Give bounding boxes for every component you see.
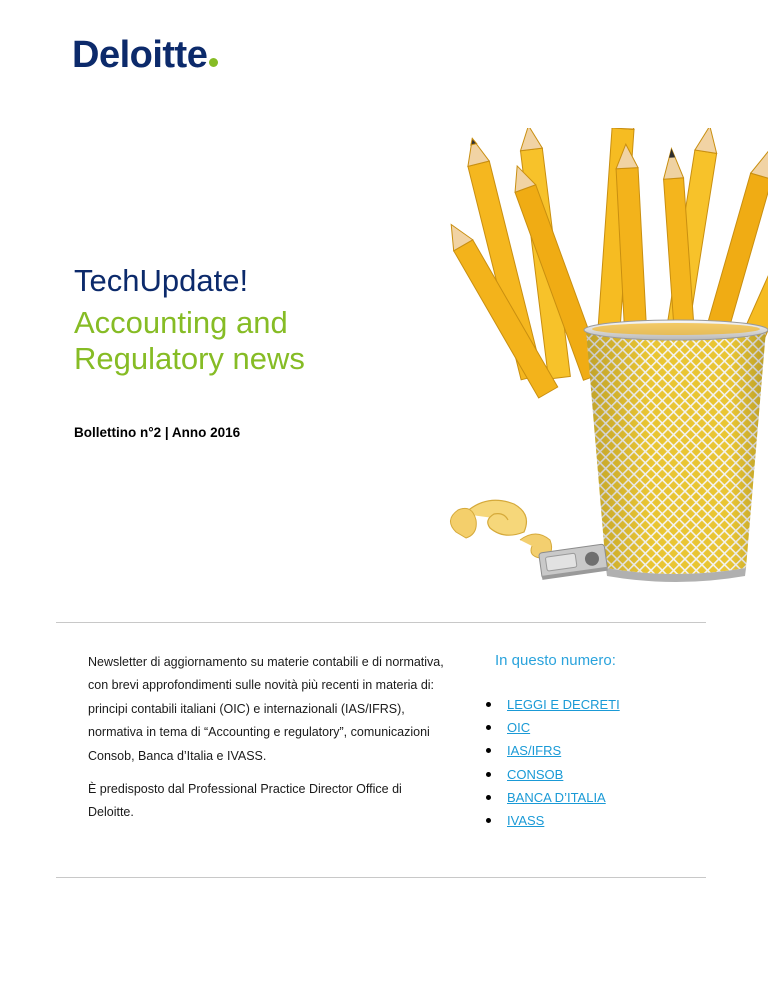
bullet-icon <box>486 795 491 800</box>
toc-link-leggi-e-decreti[interactable]: LEGGI E DECRETI <box>507 697 620 712</box>
bullet-icon <box>486 725 491 730</box>
toc-link-ivass[interactable]: IVASS <box>507 812 545 828</box>
toc-link-ias-ifrs[interactable]: IAS/IFRS <box>507 743 562 759</box>
newsletter-subtitle-line1: Accounting and <box>74 305 288 340</box>
logo-green-dot <box>209 58 218 67</box>
logo-wordmark: Deloitte <box>72 34 208 76</box>
toc-item-ivass <box>486 809 620 832</box>
toc-item-banca-d-italia <box>486 786 620 809</box>
intro-text <box>88 651 448 825</box>
bullet-icon <box>486 748 491 753</box>
bullet-icon <box>486 818 491 823</box>
newsletter-subtitle-line2: Regulatory news <box>74 341 305 376</box>
toc-link-banca-d-italia[interactable]: BANCA D’ITALIA <box>507 789 606 805</box>
toc-item-consob <box>486 763 620 786</box>
divider-bottom <box>56 877 706 878</box>
toc-item-oic <box>486 716 620 739</box>
newsletter-title: TechUpdate! <box>74 263 249 298</box>
intro-paragraph-2: È predisposto dal Professional Practice Director Office di Deloitte. <box>88 782 402 820</box>
toc-list <box>486 693 620 832</box>
toc-item-ias-ifrs <box>486 739 620 762</box>
deloitte-logo <box>72 36 218 74</box>
toc-item-leggi-e-decreti <box>486 693 620 716</box>
toc-link-consob[interactable]: CONSOB <box>507 766 564 782</box>
toc-link-oic[interactable]: OIC <box>507 720 531 736</box>
issue-info: Bollettino n°2 | Anno 2016 <box>74 425 241 440</box>
pencil-cup-illustration <box>436 128 768 588</box>
bullet-icon <box>486 772 491 777</box>
toc-heading: In questo numero: <box>495 652 616 669</box>
bullet-icon <box>486 702 491 707</box>
intro-paragraph-1: Newsletter di aggiornamento su materie contabili e di normativa, con brevi approfondimenti sulle novità più recenti in materia di: principi contabili italiani (OIC) e internazionali (IAS/IFRS), normativa in tema di “Accounting e regulatory”, comunicazioni Consob, Banca d’Italia e IVASS. <box>88 655 444 763</box>
divider-top <box>56 622 706 623</box>
